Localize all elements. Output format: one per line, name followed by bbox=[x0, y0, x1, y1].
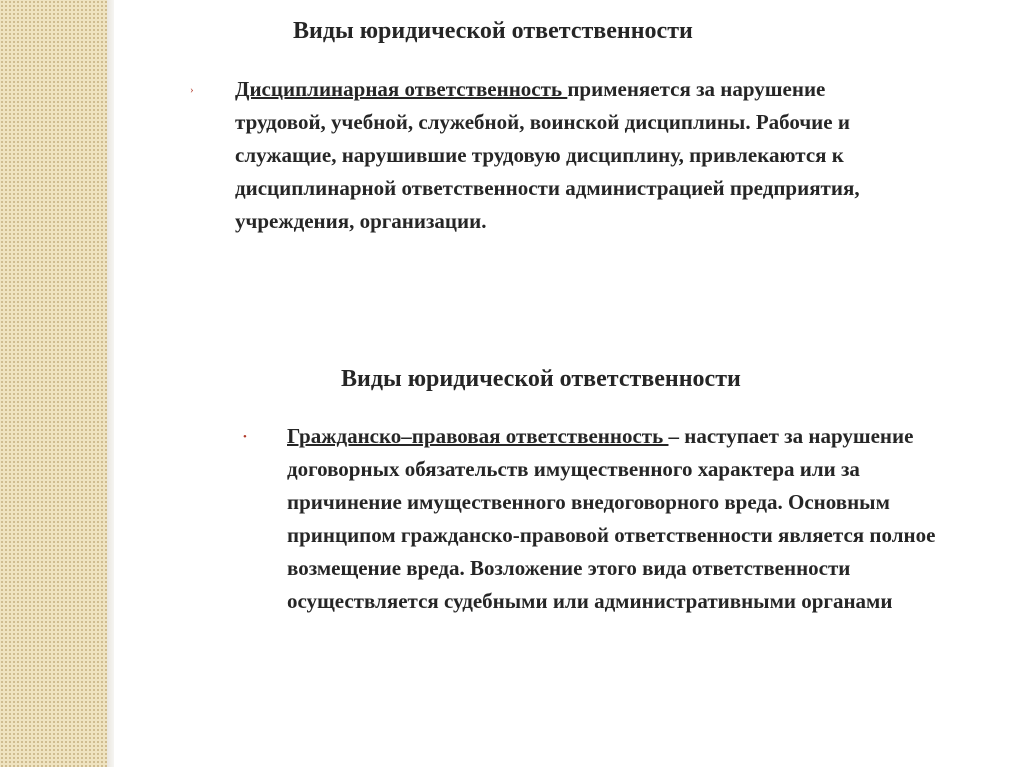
section-1-title: Виды юридической ответственности bbox=[293, 18, 693, 44]
section-2-paragraph bbox=[287, 420, 967, 618]
section-2-term: Гражданско–правовая ответственность bbox=[287, 424, 669, 448]
bullet-arrow-icon: › bbox=[190, 84, 194, 96]
section-1-paragraph bbox=[235, 73, 915, 238]
bullet-dot-icon: • bbox=[243, 431, 247, 443]
section-1-text: применяется за нарушение трудовой, учебной, служебной, воинской дисциплины. Рабочие и служащие, нарушившие трудовую дисциплину, привлекаются к дисциплинарной ответственности администрацией предприятия, учреждения, организации. bbox=[235, 77, 860, 233]
section-2-title: Виды юридической ответственности bbox=[341, 366, 741, 392]
decorative-side-strip bbox=[0, 0, 107, 767]
section-2-text: – наступает за нарушение договорных обязательств имущественного характера или за причинение имущественного внедоговорного вреда. Основным принципом гражданско-правовой ответственности является полное возмещение вреда. Возложение этого вида ответственности осуществляется судебными или административными органами bbox=[287, 424, 936, 613]
section-1-term: Дисциплинарная ответственность bbox=[235, 77, 568, 101]
side-divider bbox=[107, 0, 114, 767]
